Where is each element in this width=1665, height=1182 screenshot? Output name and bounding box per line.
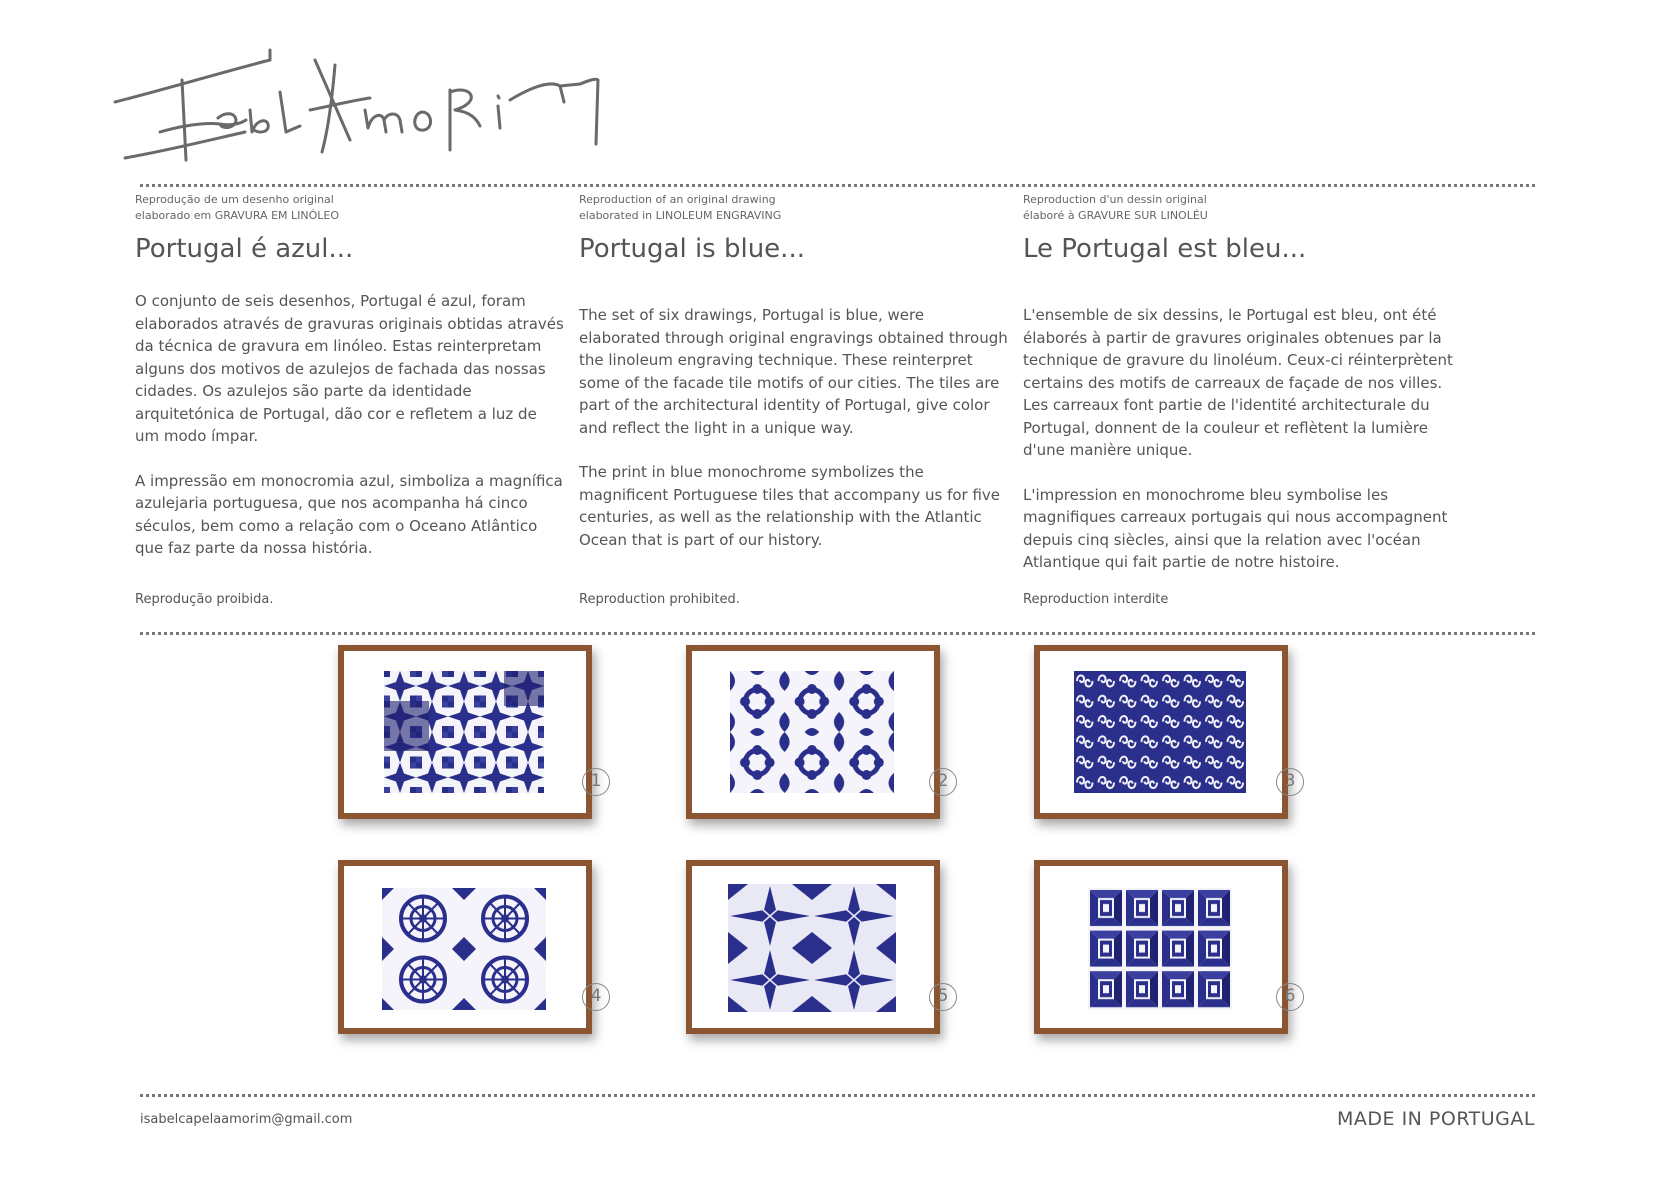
print-star-grid	[384, 671, 544, 793]
print-pyramid	[1088, 888, 1232, 1010]
print-number-2: 2	[929, 768, 957, 796]
print-rosette	[382, 888, 546, 1010]
print-number-1: 1	[582, 768, 610, 796]
paragraph-1: The set of six drawings, Portugal is blue, were elaborated through original engravings obtained through the linoleum engraving technique. These reinterpret some of the facade tile motifs of our cities. The tiles are part of the architectural identity of Portugal, give color and reflect the light in a unique way.	[579, 306, 1008, 437]
print-number-3: 3	[1276, 768, 1304, 796]
print-quatrefoil	[730, 671, 894, 793]
framed-print-3	[1034, 645, 1288, 819]
reproduction-notice: Reproduction prohibited.	[579, 592, 740, 607]
subtitle-line-2: elaborated in LINOLEUM ENGRAVING	[579, 209, 782, 222]
divider-bottom	[140, 1094, 1535, 1097]
print-star-facet	[728, 884, 896, 1012]
framed-print-6	[1034, 860, 1288, 1034]
print-number-4: 4	[582, 983, 610, 1011]
paragraph-2: L'impression en monochrome bleu symbolise les magnifiques carreaux portugais qui nous accompagnent depuis cinq siècles, ainsi que la relation avec l'océan Atlantique qui fait partie de notre histoire.	[1023, 485, 1448, 571]
column-french	[1023, 192, 1453, 612]
paragraph-2: The print in blue monochrome symbolizes the magnificent Portuguese tiles that accompany us for five centuries, as well as the relationship with the Atlantic Ocean that is part of our history.	[579, 463, 1001, 549]
print-number-6: 6	[1276, 983, 1304, 1011]
column-title: Portugal é azul...	[135, 234, 354, 264]
subtitle-line-2: elaborado em GRAVURA EM LINÓLEO	[135, 209, 339, 222]
reproduction-notice: Reprodução proibida.	[135, 592, 274, 607]
contact-email: isabelcapelaamorim@gmail.com	[140, 1112, 353, 1127]
column-title: Portugal is blue...	[579, 234, 805, 264]
subtitle-line-1: Reprodução de um desenho original	[135, 193, 334, 206]
made-in-portugal: MADE IN PORTUGAL	[1337, 1108, 1535, 1130]
framed-print-5	[686, 860, 940, 1034]
paragraph-1: O conjunto de seis desenhos, Portugal é azul, foram elaborados através de gravuras originais obtidas através da técnica de gravura em linóleo. Estas reinterpretam alguns dos motivos de azulejos de fachada das nossas cidades. Os azulejos são parte da identidade arquitetónica de Portugal, dão cor e refletem a luz de um modo ímpar.	[135, 292, 564, 445]
subtitle-line-2: élaboré à GRAVURE SUR LINOLÉU	[1023, 209, 1208, 222]
column-body	[1023, 304, 1453, 596]
framed-print-2	[686, 645, 940, 819]
paragraph-1: L'ensemble de six dessins, le Portugal est bleu, ont été élaborés à partir de gravures originales obtenues par la technique de gravure du linoléum. Ceux-ci réinterprètent certains des motifs de carreaux de façade de nos villes. Les carreaux font partie de l'identité architecturale du Portugal, donnent de la couleur et reflètent la lumière d'une manière unique.	[1023, 306, 1453, 459]
column-body	[579, 304, 1009, 573]
paragraph-2: A impressão em monocromia azul, simboliza a magnífica azulejaria portuguesa, que nos acompanha há cinco séculos, bem como a relação com o Oceano Atlântico que faz parte da nossa história.	[135, 471, 563, 557]
column-title: Le Portugal est bleu...	[1023, 234, 1307, 264]
reproduction-notice: Reproduction interdite	[1023, 592, 1169, 607]
subtitle-line-1: Reproduction of an original drawing	[579, 193, 776, 206]
print-number-5: 5	[929, 983, 957, 1011]
framed-print-1	[338, 645, 592, 819]
column-body	[135, 290, 565, 582]
subtitle-line-1: Reproduction d'un dessin original	[1023, 193, 1207, 206]
divider-top	[140, 184, 1535, 187]
print-arabesque	[1074, 671, 1246, 793]
signature-logo	[110, 40, 610, 180]
framed-print-4	[338, 860, 592, 1034]
divider-middle	[140, 632, 1535, 635]
column-english	[579, 192, 1009, 612]
column-portuguese	[135, 192, 565, 612]
